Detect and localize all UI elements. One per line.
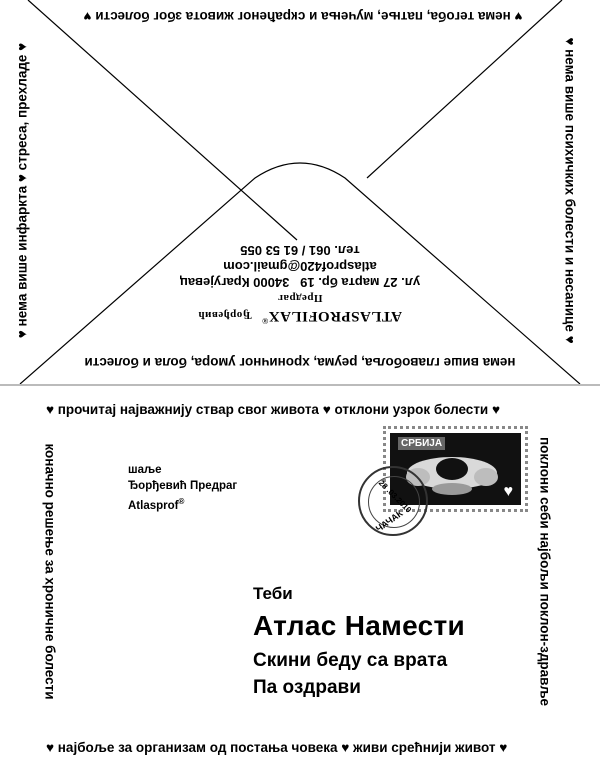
heart-icon: ♥ xyxy=(503,483,513,500)
recipient-label: Теби xyxy=(253,584,293,603)
sender-brand: Atlasprof xyxy=(128,499,179,512)
heart-icon: ♥ xyxy=(562,331,578,344)
postmark-date: 28 .03.2010 xyxy=(376,478,414,515)
front-border-bottom: ♥ најбоље за организам од постања човека ♥ живи срећнији живот ♥ xyxy=(46,740,508,755)
stamp-country: СРБИЈА xyxy=(398,437,445,450)
brand-logo: ATLASPROFILAX xyxy=(268,308,403,324)
sender-label: шаље xyxy=(128,464,162,476)
flap-street: ул. 27 марта бр. 19 xyxy=(300,275,421,290)
envelope-front-panel xyxy=(0,386,600,767)
front-border-left: коначно решење за хроничне болести xyxy=(42,443,58,700)
front-border-top: ♥ прочитај најважнију ствар свог живота ♥ отклони узрок болести ♥ xyxy=(46,402,501,417)
main-title: Атлас Намести xyxy=(253,610,466,641)
top-border-bottom-text: нема више главобоља, реума, хроничног умора, бола и болести xyxy=(84,355,516,370)
postmark xyxy=(358,466,428,536)
flap-phone: тел. 061 / 61 53 055 xyxy=(240,243,360,258)
heart-icon: ♥ xyxy=(46,740,55,755)
heart-icon: ♥ xyxy=(83,9,96,24)
front-border-right: поклони себи најбољи поклон-здравље xyxy=(537,436,553,707)
sender-block: шаље Ђорђевић Предраг Atlasprof® xyxy=(128,464,238,512)
flap-city: 34000 Крагујевац xyxy=(179,275,290,290)
slogan-line-2: Па оздрави xyxy=(253,677,361,698)
heart-icon: ♥ xyxy=(341,740,350,755)
heart-icon: ♥ xyxy=(492,402,501,417)
heart-icon: ♥ xyxy=(14,42,30,55)
heart-icon: ♥ xyxy=(510,9,523,24)
flap-name: Ђорђевић Предраг xyxy=(197,292,323,321)
slogan-line-1: Скини беду са врата xyxy=(253,650,448,671)
heart-icon: ♥ xyxy=(14,326,30,339)
top-border-left-text: ♥ нема више инфаркта ♥ стреса, прехладе ♥ xyxy=(14,42,30,339)
flap-email: atlasprof420@gmail.com xyxy=(223,259,377,274)
top-border-top-text: ♥ нема тегоба, патње, мучења и скраћеног живота због болести ♥ xyxy=(83,9,523,24)
heart-icon: ♥ xyxy=(46,402,55,417)
heart-icon: ♥ xyxy=(562,37,578,50)
sender-name: Ђорђевић Предраг xyxy=(128,480,238,492)
heart-icon: ♥ xyxy=(322,402,331,417)
postmark-city: ЧАЧАК xyxy=(373,508,405,534)
top-border-right-text: ♥ нема више психичких болести и несанице ♥ xyxy=(562,37,578,344)
heart-icon: ♥ xyxy=(499,740,508,755)
flap-address-block: ATLASPROFILAX® Ђорђевић Предраг ул. 27 марта бр. 19 34000 Крагујевац atlasprof420@gmail.com тел. 061 / 61 53 055 xyxy=(175,238,425,328)
